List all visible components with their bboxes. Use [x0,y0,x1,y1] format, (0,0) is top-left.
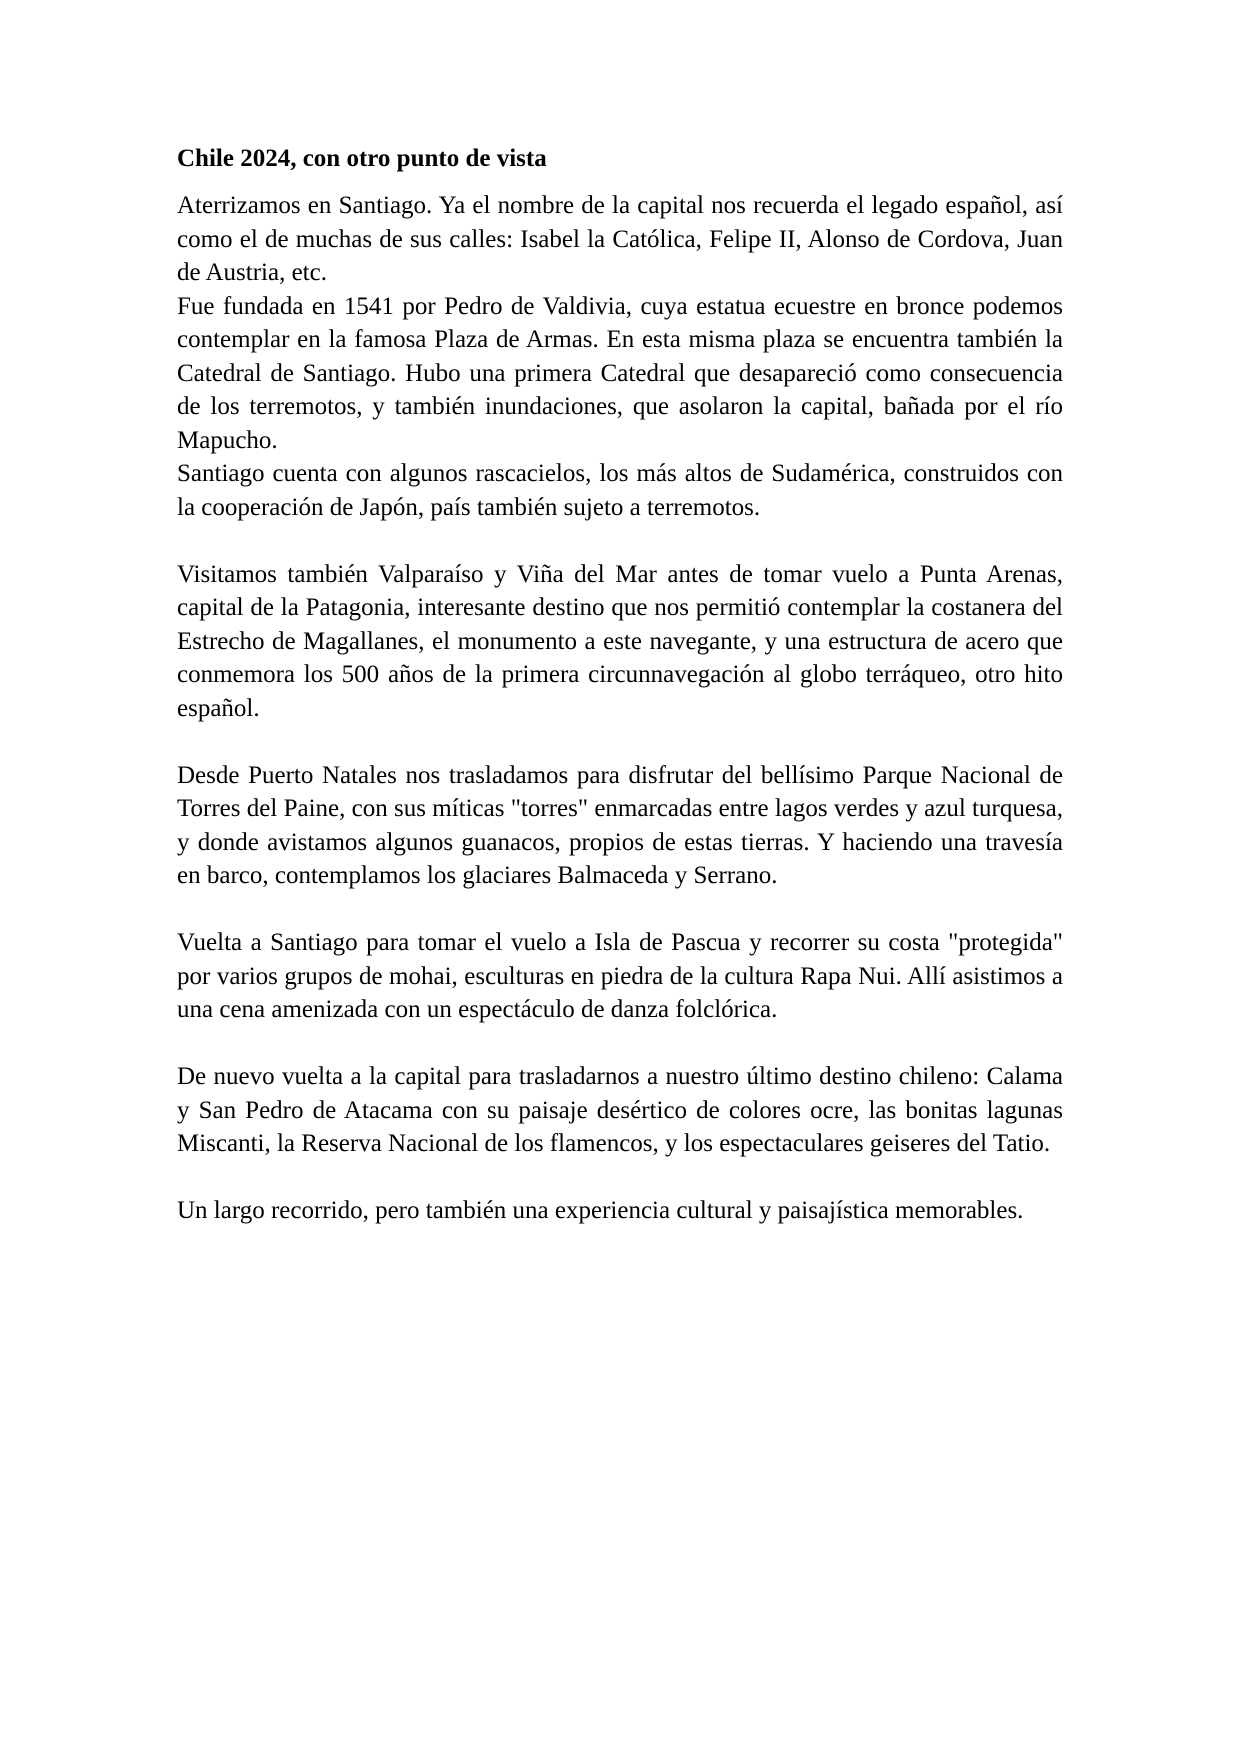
paragraph-santiago-skyscrapers: Santiago cuenta con algunos rascacielos, los más altos de Sudamérica, construidos con la cooperación de Japón, país también sujeto a terremotos. [177,460,1063,521]
paragraph-gap [177,893,1063,927]
paragraph-torres-del-paine: Desde Puerto Natales nos trasladamos para disfrutar del bellísimo Parque Nacional de Torres del Paine, con sus míticas "torres" enmarcadas entre lagos verdes y azul turquesa, y donde avistamos algunos guanacos, propios de estas tierras. Y haciendo una travesía en barco, contemplamos los glaciares Balmaceda y Serrano. [177,761,1063,889]
paragraph-gap [177,524,1063,558]
paragraph-punta-arenas: Visitamos también Valparaíso y Viña del Mar antes de tomar vuelo a Punta Arenas, capital de la Patagonia, interesante destino que nos permitió contemplar la costanera del Estrecho de Magallanes, el monumento a este navegante, y una estructura de acero que conmemora los 500 años de la primera circunnavegación al globo terráqueo, otro hito español. [177,560,1063,722]
paragraph-gap [177,1161,1063,1195]
paragraph-santiago-founding: Fue fundada en 1541 por Pedro de Valdivia, cuya estatua ecuestre en bronce podemos contemplar en la famosa Plaza de Armas. En esta misma plaza se encuentra también la Catedral de Santiago. Hubo una primera Catedral que desapareció como consecuencia de los terremotos, y también inundaciones, que asolaron la capital, bañada por el río Mapucho. [177,292,1063,454]
document-title: Chile 2024, con otro punto de vista [177,145,547,172]
paragraph-conclusion: Un largo recorrido, pero también una experiencia cultural y paisajística memorables. [177,1197,1024,1224]
paragraph-isla-de-pascua: Vuelta a Santiago para tomar el vuelo a Isla de Pascua y recorrer su costa "protegida" por varios grupos de mohai, esculturas en piedra de la cultura Rapa Nui. Allí asistimos a una cena amenizada con un espectáculo de danza folclórica. [177,929,1063,1023]
document-page [177,142,1063,1228]
paragraph-santiago-arrival: Aterrizamos en Santiago. Ya el nombre de la capital nos recuerda el legado español, así como el de muchas de sus calles: Isabel la Católica, Felipe II, Alonso de Cordova, Juan de Austria, etc. [177,192,1063,286]
paragraph-gap [177,725,1063,759]
paragraph-atacama: De nuevo vuelta a la capital para trasladarnos a nuestro último destino chileno: Calama y San Pedro de Atacama con su paisaje desértico de colores ocre, las bonitas lagunas Miscanti, la Reserva Nacional de los flamencos, y los espectaculares geiseres del Tatio. [177,1063,1063,1157]
paragraph-gap [177,1027,1063,1061]
